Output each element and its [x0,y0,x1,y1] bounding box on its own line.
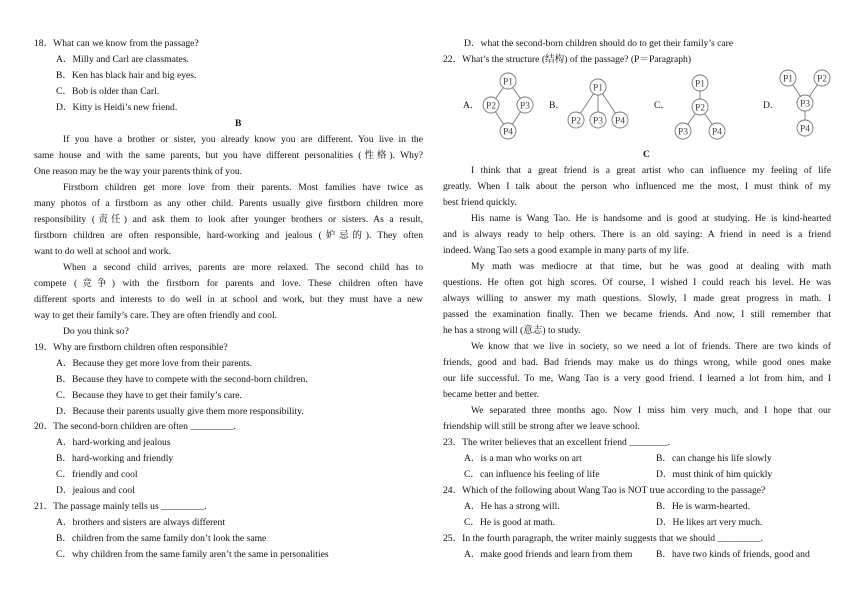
question-22-option-a-letter: A． [463,100,480,111]
question-20-option-c: C．friendly and cool [56,469,138,480]
passage-b-p2-line-3: responsibility (责任) and ask them to look after younger brothers or sisters. As a result, [34,214,423,225]
diagram-c-node-p3: P3 [677,127,689,138]
passage-b-p2-line-4: firstborn children are often responsible, hard-working and jealous (妒忌的). They often [34,230,423,241]
diagram-b-node-p3: P3 [592,116,604,127]
question-21-option-d: D．what the second-born children should do to get their family’s care [464,38,734,49]
passage-c-p1-line-1: I think that a great friend is a great artist who can influence my feeling of life [471,165,831,176]
passage-c-p2-line-3: indeed. Wang Tao sets a good example in many parts of my life. [443,245,689,256]
passage-c-p3-line-3: always willing to answer my math questions. Slowly, I made great progress in math. I [443,293,831,304]
question-18-option-d: D．Kitty is Heidi’s new friend. [56,102,178,113]
question-18-option-b: B．Ken has black hair and big eyes. [56,70,197,81]
passage-c-p3-line-5: he has a strong will (意志) to study. [443,325,581,336]
question-19-stem: 19．Why are firstborn children often responsible? [34,342,228,353]
diagram-a-node-p1: P1 [502,77,514,88]
question-19-option-a: A．Because they get more love from their parents. [56,358,253,369]
question-24-option-a: A．He has a strong will. [464,501,560,512]
passage-b-p4: Do you think so? [63,326,129,337]
passage-b-p3-line-4: way to get their family’s care. They are often friendly and cool. [34,310,278,321]
passage-c-p1-line-2: greatly. When I talk about the person who influenced me the most, I must think of my [443,181,831,192]
passage-c-p3-line-4: passed the examination finally. Then we became friends. And now, I still remember that [443,309,831,320]
structure-diagram-b [563,76,633,136]
passage-b-p3-line-2: compete (竞争) with the firstborn for parents and love. These children often have [34,278,423,289]
question-23-option-a: A．is a man who works on art [464,453,582,464]
question-21-stem: 21．The passage mainly tells us _________. [34,501,207,512]
question-21-option-c: C．why children from the same family aren’t the same in personalities [56,549,329,560]
passage-c-p1-line-3: best friend quickly. [443,197,517,208]
diagram-d-node-p1: P1 [782,74,794,85]
diagram-c-node-p1: P1 [694,79,706,90]
passage-b-p2-line-5: want to do well at school and work. [34,246,171,257]
passage-b-p2-line-2: many photos of a firstborn as any other child. Parents usually give firstborn children more [34,198,423,209]
question-23-stem: 23．The writer believes that an excellent friend ________. [443,437,670,448]
structure-diagram-a [478,70,538,140]
passage-b-p1-line-3: One reason may be the way your parents think of you. [34,166,243,177]
diagram-d-node-p4: P4 [799,124,811,135]
question-20-option-a: A．hard-working and jealous [56,437,171,448]
question-21-option-a: A．brothers and sisters are always different [56,517,225,528]
passage-b-p2-line-1: Firstborn children get more love from their parents. Most families have twice as [63,182,423,193]
question-18-stem: 18．What can we know from the passage? [34,38,199,49]
question-20-option-d: D．jealous and cool [56,485,135,496]
structure-diagram-d [775,66,835,136]
diagram-a-node-p3: P3 [519,101,531,112]
question-22-stem: 22．What’s the structure (结构) of the passage? (P＝Paragraph) [443,54,692,65]
question-21-option-b: B．children from the same family don’t look the same [56,533,267,544]
passage-c-p4-line-3: our life successful. To me, Wang Tao is a very good friend. I learned a lot from him, and I [443,373,831,384]
question-23-option-b: B．can change his life slowly [656,453,772,464]
question-19-option-d: D．Because their parents usually give them more responsibility. [56,406,304,417]
diagram-b-node-p4: P4 [614,116,626,127]
question-24-option-c: C．He is good at math. [464,517,555,528]
question-25-stem: 25．In the fourth paragraph, the writer mainly suggests that we should _________. [443,533,763,544]
passage-c-p4-line-1: We know that we live in society, so we need a lot of friends. There are two kinds of [471,341,831,352]
section-c-heading: C [643,149,650,160]
diagram-a-node-p4: P4 [502,127,514,138]
question-20-stem: 20．The second-born children are often _________. [34,421,236,432]
question-19-option-c: C．Because they have to get their family’s care. [56,390,242,401]
question-23-option-d: D．must think of him quickly [656,469,773,480]
diagram-c-node-p4: P4 [711,127,723,138]
diagram-c-node-p2: P2 [694,103,706,114]
structure-diagram-c [670,70,730,142]
passage-c-p5-line-2: friendship will still be strong after we leave school. [443,421,640,432]
question-19-option-b: B．Because they have to compete with the second-born children. [56,374,308,385]
diagram-a-node-p2: P2 [485,101,497,112]
passage-c-p3-line-1: My math was mediocre at that time, but he was good at dealing with math [471,261,831,272]
question-22-option-c-letter: C． [654,100,670,111]
passage-c-p5-line-1: We separated three months ago. Now I miss him very much, and I hope that our [471,405,831,416]
question-18-option-c: C．Bob is older than Carl. [56,86,160,97]
passage-b-p3-line-1: When a second child arrives, parents are more relaxed. The second child has to [63,262,423,273]
passage-c-p2-line-2: and is always ready to help others. There is an old saying: A friend in need is a friend [443,229,831,240]
passage-b-p3-line-3: different sports and interests to do well in at school and work, but they must have a new [34,294,423,305]
passage-b-p1-line-2: same house and with the same parents, but you have different personalities (性格). Why? [34,150,423,161]
question-18-option-a: A．Milly and Carl are classmates. [56,54,189,65]
question-22-option-b-letter: B． [549,100,565,111]
question-24-stem: 24．Which of the following about Wang Tao is NOT true according to the passage? [443,485,766,496]
passage-b-p1-line-1: If you have a brother or sister, you already know you are different. You live in the [63,134,423,145]
diagram-d-node-p3: P3 [799,99,811,110]
diagram-b-node-p2: P2 [570,116,582,127]
passage-c-p3-line-2: questions. He often got high scores. Of course, I wished I could reach his level. He was [443,277,831,288]
passage-c-p2-line-1: His name is Wang Tao. He is handsome and is good at studying. He is kind-hearted [471,213,831,224]
question-24-option-d: D．He likes art very much. [656,517,763,528]
question-25-option-b: B．have two kinds of friends, good and [656,549,810,560]
question-25-option-a: A．make good friends and learn from them [464,549,633,560]
passage-c-p4-line-2: friends, good and bad. Bad friends may make us do things wrong, while good ones make [443,357,831,368]
section-b-heading: B [235,118,242,129]
diagram-d-node-p2: P2 [816,74,828,85]
diagram-b-node-p1: P1 [592,83,604,94]
passage-c-p4-line-4: became better and better. [443,389,539,400]
question-22-option-d-letter: D． [763,100,780,111]
question-20-option-b: B．hard-working and friendly [56,453,174,464]
question-24-option-b: B．He is warm-hearted. [656,501,751,512]
question-23-option-c: C．can influence his feeling of life [464,469,600,480]
